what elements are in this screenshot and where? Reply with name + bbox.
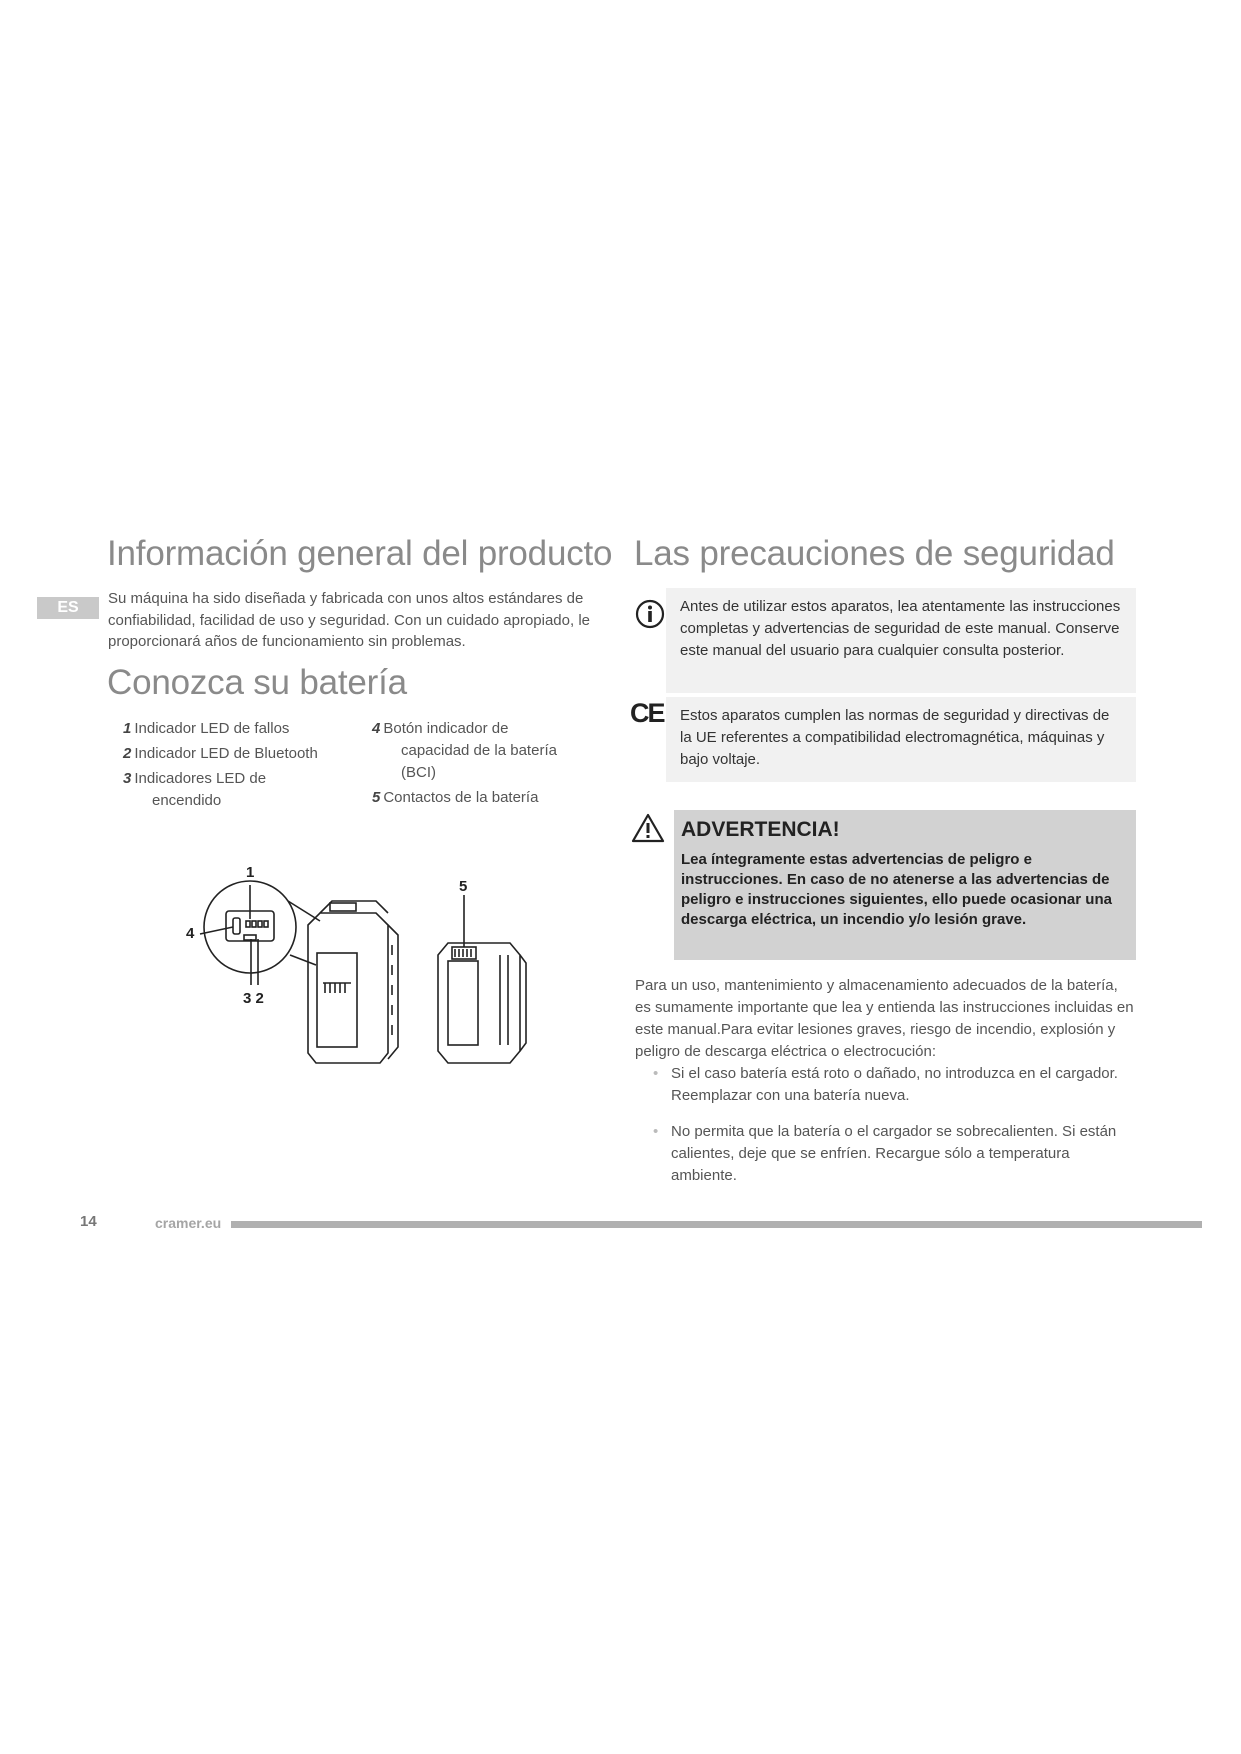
- list-item: 5 Contactos de la batería: [372, 789, 539, 806]
- warning-triangle-icon: [630, 812, 666, 844]
- warning-text: Lea íntegramente estas advertencias de peligro e instrucciones. En caso de no atenerse a las advertencias de peligro e instrucciones siguientes, ello puede ocasionar una descarga eléctrica, un incendio y/o lesión grave.: [681, 851, 1112, 928]
- warning-box: [674, 810, 1136, 960]
- warning-title: ADVERTENCIA!: [681, 818, 840, 841]
- figure-label-5: 5: [459, 878, 468, 895]
- info-circle-icon: [634, 598, 666, 630]
- language-tab: ES: [37, 597, 99, 619]
- battery-illustration: [180, 855, 560, 1070]
- list-item: 2 Indicador LED de Bluetooth: [123, 745, 318, 762]
- footer-rule: [231, 1221, 1202, 1228]
- list-item: 4 Botón indicador de capacidad de la batería (BCI): [372, 720, 557, 781]
- parts-list-col1: [123, 718, 353, 815]
- bullet-item: • No permita que la batería o el cargador se sobrecalienten. Si están calientes, deje que se enfríen. Recargue sólo a temperatura ambiente.: [653, 1123, 1117, 1184]
- safety-paragraph: Para un uso, mantenimiento y almacenamiento adecuados de la batería, es sumamente importante que lea y entienda las instrucciones incluidas en este manual.Para evitar lesiones graves, riesgo de incendio, explosión y peligro de descarga eléctrica o electrocución:: [635, 977, 1134, 1060]
- product-info-title: Información general del producto: [107, 534, 613, 573]
- figure-label-1: 1: [246, 864, 255, 881]
- safety-title: Las precauciones de seguridad: [634, 534, 1115, 573]
- battery-title: Conozca su batería: [107, 663, 407, 702]
- figure-label-4: 4: [186, 925, 195, 942]
- list-item: 1 Indicador LED de fallos: [123, 720, 290, 737]
- figure-label-3-2: 3 2: [243, 990, 264, 1007]
- footer-site: cramer.eu: [155, 1215, 222, 1231]
- intro-paragraph: Su máquina ha sido diseñada y fabricada con unos altos estándares de confiabilidad, facilidad de uso y seguridad. Con un cuidado apropiado, le proporcionará años de funcionamiento sin problemas.: [108, 590, 590, 650]
- ce-mark-icon: CE: [630, 698, 664, 728]
- list-item: 3 Indicadores LED de encendido: [123, 770, 267, 809]
- info-text: Antes de utilizar estos aparatos, lea atentamente las instrucciones completas y advertencias de seguridad de este manual. Conserve este manual del usuario para cualquier consulta posterior.: [680, 598, 1121, 659]
- page-number: 14: [80, 1213, 97, 1230]
- parts-list-col2: [372, 718, 587, 812]
- ce-box: [666, 697, 1136, 782]
- ce-text: Estos aparatos cumplen las normas de seguridad y directivas de la UE referentes a compatibilidad electromagnética, máquinas y bajo voltaje.: [680, 707, 1110, 768]
- info-box: [666, 588, 1136, 693]
- bullet-item: • Si el caso batería está roto o dañado, no introduzca en el cargador. Reemplazar con una batería nueva.: [653, 1065, 1118, 1104]
